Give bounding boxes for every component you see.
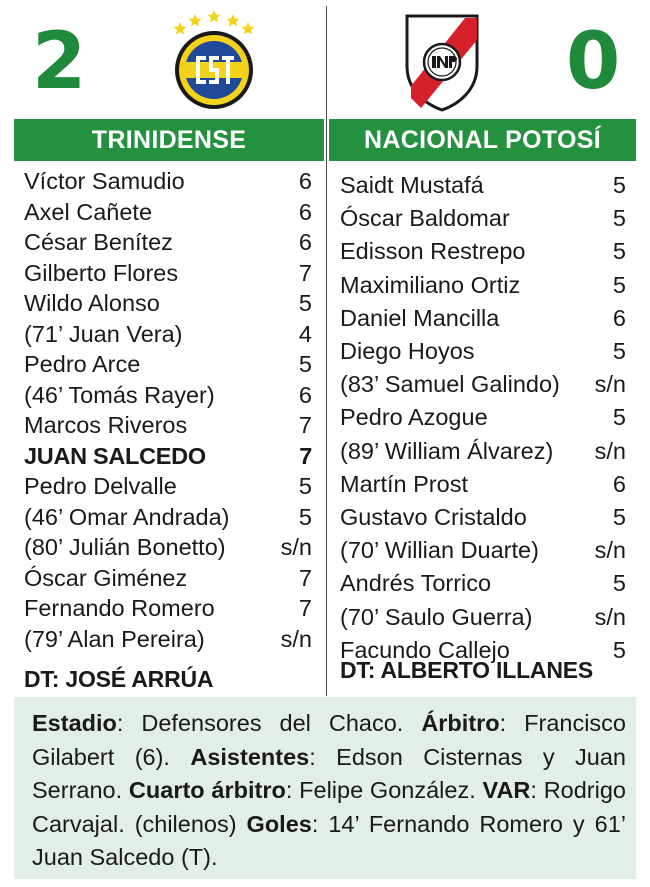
info-label: Árbitro xyxy=(421,710,500,736)
player-name: Diego Hoyos xyxy=(340,338,475,365)
star-icon xyxy=(208,10,221,22)
player-name: Wildo Alonso xyxy=(24,290,160,316)
player-grade: 5 xyxy=(298,351,312,377)
player-grade: s/n xyxy=(594,537,626,564)
player-row xyxy=(340,534,626,567)
player-name: Pedro Arce xyxy=(24,351,141,377)
player-name: (70’ Willian Duarte) xyxy=(340,537,539,564)
player-grade: 5 xyxy=(612,636,626,663)
player-name: (80’ Julián Bonetto) xyxy=(24,534,226,560)
trinidense-crest xyxy=(168,6,260,110)
player-row xyxy=(24,624,312,655)
player-grade: 5 xyxy=(298,503,312,530)
player-row xyxy=(24,349,312,380)
player-name: Óscar Giménez xyxy=(24,564,188,591)
player-row xyxy=(24,288,312,319)
home-score: 2 xyxy=(32,17,87,107)
player-name: Edisson Restrepo xyxy=(340,238,526,265)
player-row xyxy=(340,435,626,468)
away-coach: DT: ALBERTO ILLANES xyxy=(340,657,594,683)
player-grade: s/n xyxy=(280,534,312,560)
star-icon xyxy=(227,14,240,26)
info-label: Asistentes xyxy=(190,743,310,770)
player-name: Axel Cañete xyxy=(24,198,153,225)
info-label: Cuarto árbitro xyxy=(128,777,286,803)
player-row xyxy=(24,319,312,350)
player-name: César Benítez xyxy=(24,229,173,255)
info-label: Estadio xyxy=(32,710,117,736)
player-name: Maximiliano Ortiz xyxy=(340,271,521,298)
player-row xyxy=(24,471,312,502)
player-name: (89’ William Álvarez) xyxy=(340,437,554,464)
nacional-crest xyxy=(399,10,485,112)
player-name: (70’ Saulo Guerra) xyxy=(340,603,533,630)
info-label: Goles xyxy=(246,810,312,837)
player-name: Andrés Torrico xyxy=(340,570,492,597)
player-grade: 7 xyxy=(298,564,312,591)
star-icon xyxy=(242,22,255,34)
player-row xyxy=(24,593,312,624)
info-value: : Defensores del Chaco. xyxy=(116,710,422,736)
player-name: (46’ Omar Andrada) xyxy=(24,503,230,530)
home-roster xyxy=(24,166,312,654)
player-row xyxy=(340,567,626,600)
player-grade: 5 xyxy=(612,338,626,365)
player-name: Marcos Riveros xyxy=(24,412,188,438)
player-name: JUAN SALCEDO xyxy=(24,442,206,469)
player-row xyxy=(24,502,312,533)
player-grade: s/n xyxy=(594,603,626,630)
player-grade: 5 xyxy=(612,172,626,198)
info-value: : Edson Cisternas y Juan Serrano. xyxy=(32,743,626,803)
player-row xyxy=(24,227,312,258)
player-grade: 5 xyxy=(612,238,626,265)
match-info-text xyxy=(32,707,626,875)
player-grade: 6 xyxy=(298,198,312,225)
player-name: Saidt Mustafá xyxy=(340,172,484,198)
player-name: (71’ Juan Vera) xyxy=(24,320,183,347)
player-name: Martín Prost xyxy=(340,470,468,497)
player-name: Óscar Baldomar xyxy=(340,205,510,232)
player-grade: 6 xyxy=(612,470,626,497)
player-grade: s/n xyxy=(594,371,626,398)
player-name: Fernando Romero xyxy=(24,595,215,621)
player-name: (79’ Alan Pereira) xyxy=(24,625,205,652)
player-grade: 6 xyxy=(612,304,626,331)
column-divider xyxy=(326,6,327,696)
player-grade: 5 xyxy=(612,570,626,597)
player-grade: s/n xyxy=(594,437,626,464)
player-grade: 4 xyxy=(298,320,312,347)
player-name: (46’ Tomás Rayer) xyxy=(24,381,215,408)
info-value: : Francisco Gilabert (6). xyxy=(32,710,627,770)
info-value: : Rodrigo Carvajal. (chilenos) xyxy=(32,777,626,837)
player-grade: 7 xyxy=(298,259,312,286)
player-grade: 6 xyxy=(298,168,312,194)
player-row xyxy=(24,197,312,228)
player-grade: 5 xyxy=(612,271,626,298)
player-row xyxy=(340,202,626,235)
player-row xyxy=(340,269,626,302)
home-team-bar: TRINIDENSE xyxy=(14,119,324,161)
player-name: (83’ Samuel Galindo) xyxy=(340,371,560,398)
player-grade: 5 xyxy=(298,290,312,316)
player-row xyxy=(340,169,626,202)
player-name: Pedro Delvalle xyxy=(24,473,177,499)
info-value: : 14’ Fernando Romero y 61’ Juan Salcedo (T). xyxy=(32,810,627,870)
player-grade: 7 xyxy=(299,442,312,469)
player-row xyxy=(24,166,312,197)
star-icon xyxy=(174,22,187,34)
player-row xyxy=(340,401,626,434)
player-name: Gilberto Flores xyxy=(24,259,179,286)
player-row xyxy=(340,302,626,335)
player-row xyxy=(24,441,312,472)
player-grade: 7 xyxy=(298,595,312,621)
player-grade: 6 xyxy=(298,229,312,255)
player-row xyxy=(24,563,312,594)
player-grade: 5 xyxy=(612,504,626,531)
info-value: : Felipe González. xyxy=(285,777,483,803)
player-row xyxy=(340,235,626,268)
player-row xyxy=(340,335,626,368)
away-team-bar: NACIONAL POTOSÍ xyxy=(329,119,636,161)
player-row xyxy=(24,380,312,411)
player-name: Víctor Samudio xyxy=(24,168,185,194)
player-row xyxy=(340,468,626,501)
player-row xyxy=(340,601,626,634)
player-row xyxy=(24,258,312,289)
player-name: Facundo Callejo xyxy=(340,636,510,663)
player-grade: 7 xyxy=(298,412,312,438)
player-grade: 6 xyxy=(298,381,312,408)
match-info-box xyxy=(14,697,636,879)
player-grade: 5 xyxy=(298,473,312,499)
player-row xyxy=(24,410,312,441)
away-roster xyxy=(340,169,626,667)
player-grade: 5 xyxy=(612,404,626,431)
info-label: VAR xyxy=(482,777,531,803)
star-icon xyxy=(189,14,202,26)
player-grade: s/n xyxy=(280,625,312,652)
player-grade: 5 xyxy=(612,205,626,232)
player-row xyxy=(340,501,626,534)
player-row xyxy=(24,532,312,563)
away-score: 0 xyxy=(566,17,621,107)
home-coach: DT: JOSÉ ARRÚA xyxy=(24,666,214,692)
player-row xyxy=(340,368,626,401)
player-name: Pedro Azogue xyxy=(340,404,488,431)
player-name: Gustavo Cristaldo xyxy=(340,504,527,531)
player-name: Daniel Mancilla xyxy=(340,304,500,331)
